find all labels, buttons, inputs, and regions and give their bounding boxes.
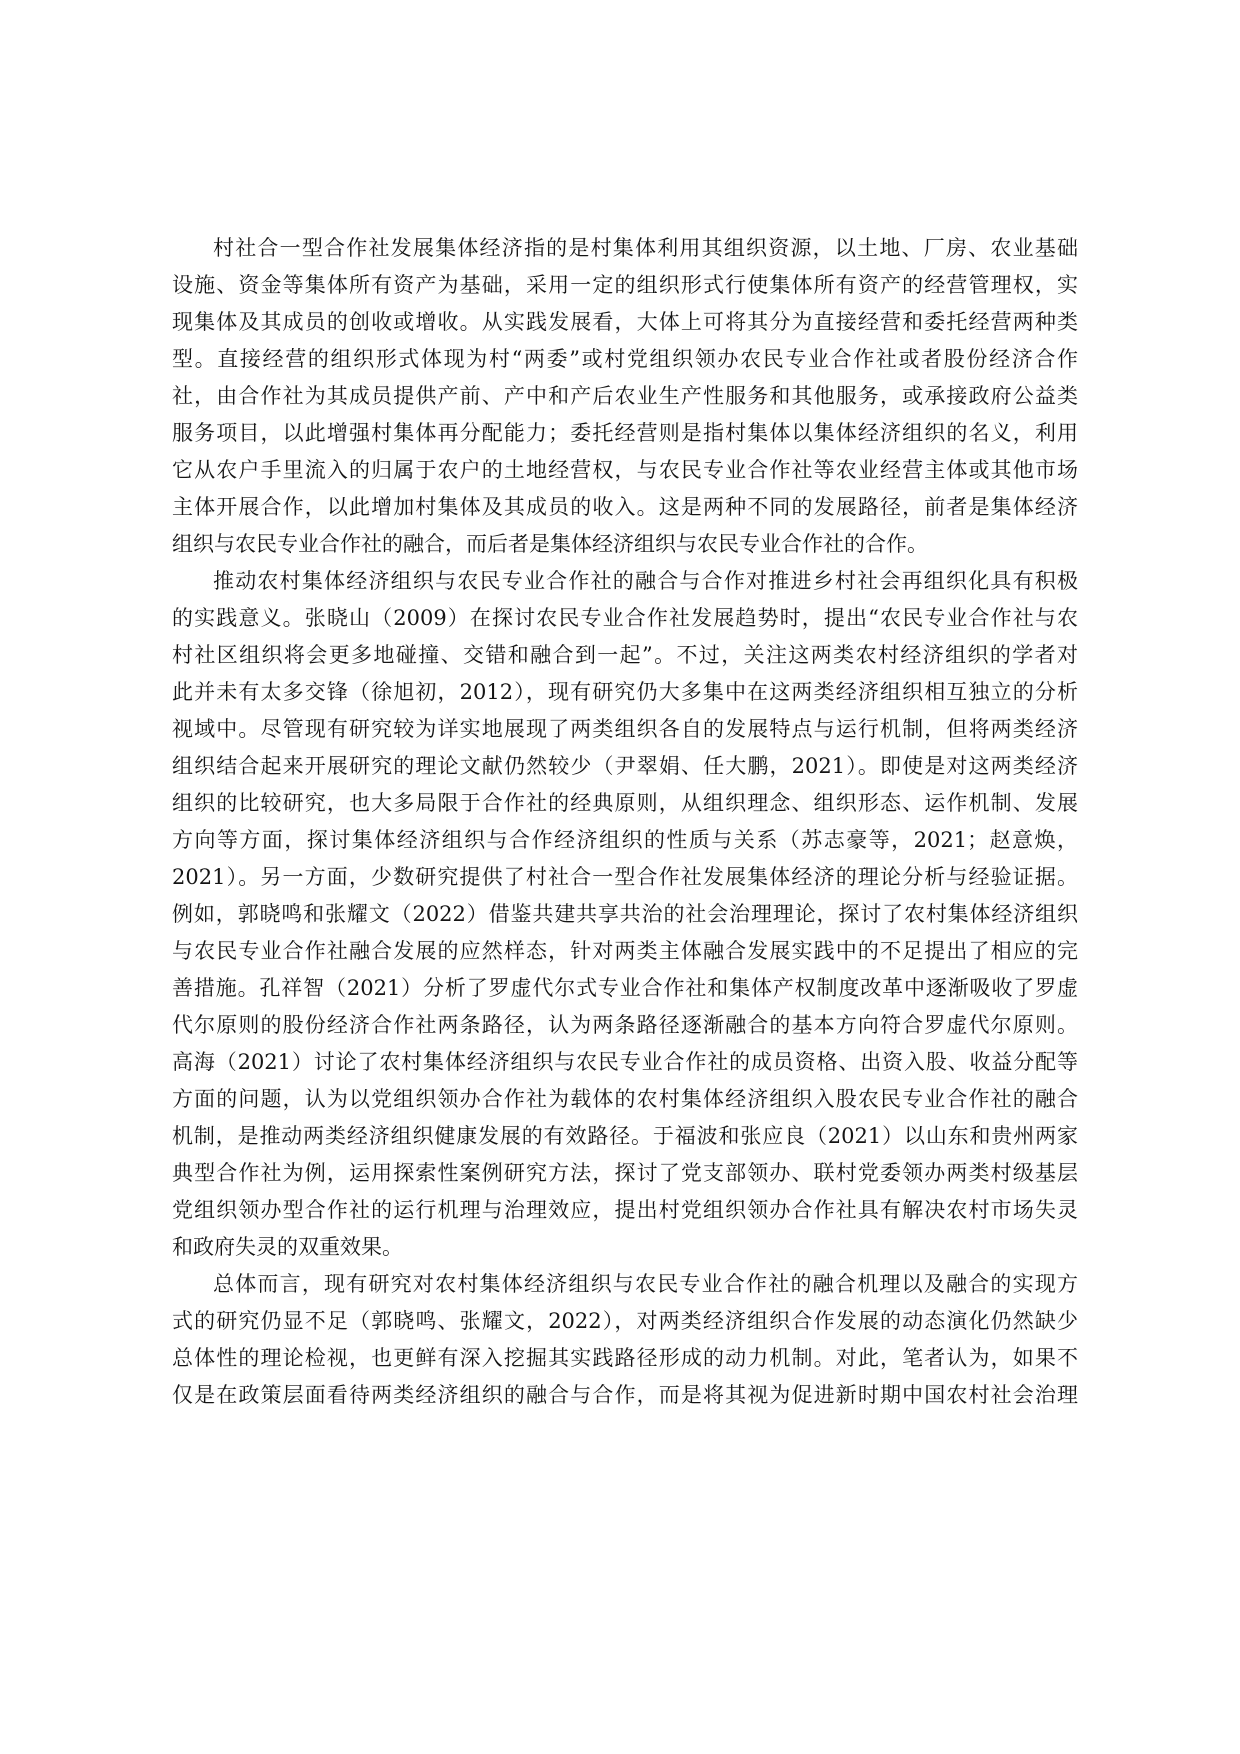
text-line: 它从农户手里流入的归属于农户的土地经营权，与农民专业合作社等农业经营主体或其他市场: [172, 458, 1078, 482]
text-line: 代尔原则的股份经济合作社两条路径，认为两条路径逐渐融合的基本方向符合罗虚代尔原则。: [172, 1013, 1078, 1037]
text-line: 的实践意义。张晓山（2009）在探讨农民专业合作社发展趋势时，提出“农民专业合作社与农: [172, 606, 1078, 630]
paragraph: [172, 1266, 1078, 1414]
text-line: 组织结合起来开展研究的理论文献仍然较少（尹翠娟、任大鹏，2021）。即使是对这两类经济: [172, 754, 1078, 778]
text-line: 现集体及其成员的创收或增收。从实践发展看，大体上可将其分为直接经营和委托经营两种类: [172, 310, 1078, 334]
text-line: 善措施。孔祥智（2021）分析了罗虚代尔式专业合作社和集体产权制度改革中逐渐吸收了罗虚: [172, 976, 1078, 1000]
text-line: 2021）。另一方面，少数研究提供了村社合一型合作社发展集体经济的理论分析与经验证据。: [172, 865, 1078, 889]
text-line: 视域中。尽管现有研究较为详实地展现了两类组织各自的发展特点与运行机制，但将两类经济: [172, 717, 1078, 741]
text-line: 和政府失灵的双重效果。: [172, 1235, 403, 1259]
text-line: 高海（2021）讨论了农村集体经济组织与农民专业合作社的成员资格、出资入股、收益分配等: [172, 1050, 1078, 1074]
text-line: 组织与农民专业合作社的融合，而后者是集体经济组织与农民专业合作社的合作。: [172, 532, 928, 556]
text-line: 此并未有太多交锋（徐旭初，2012），现有研究仍大多集中在这两类经济组织相互独立的分析: [172, 680, 1078, 704]
text-line: 与农民专业合作社融合发展的应然样态，针对两类主体融合发展实践中的不足提出了相应的完: [172, 939, 1078, 963]
text-line: 村社合一型合作社发展集体经济指的是村集体利用其组织资源，以土地、厂房、农业基础: [213, 236, 1078, 260]
text-line: 型。直接经营的组织形式体现为村“两委”或村党组织领办农民专业合作社或者股份经济合作: [172, 347, 1078, 371]
text-line: 方面的问题，认为以党组织领办合作社为载体的农村集体经济组织入股农民专业合作社的融合: [172, 1087, 1078, 1111]
text-line: 推动农村集体经济组织与农民专业合作社的融合与合作对推进乡村社会再组织化具有积极: [213, 569, 1078, 593]
text-line: 式的研究仍显不足（郭晓鸣、张耀文，2022），对两类经济组织合作发展的动态演化仍然缺少: [172, 1309, 1078, 1333]
paragraph: [172, 563, 1078, 1266]
text-line: 组织的比较研究，也大多局限于合作社的经典原则，从组织理念、组织形态、运作机制、发展: [172, 791, 1078, 815]
text-line: 村社区组织将会更多地碰撞、交错和融合到一起”。不过，关注这两类农村经济组织的学者对: [172, 643, 1078, 667]
text-line: 仅是在政策层面看待两类经济组织的融合与合作，而是将其视为促进新时期中国农村社会治理: [172, 1383, 1078, 1407]
paragraph: [172, 230, 1078, 563]
document-body: [172, 230, 1078, 1414]
text-line: 设施、资金等集体所有资产为基础，采用一定的组织形式行使集体所有资产的经营管理权，实: [172, 273, 1078, 297]
text-line: 机制，是推动两类经济组织健康发展的有效路径。于福波和张应良（2021）以山东和贵州两家: [172, 1124, 1078, 1148]
text-line: 主体开展合作，以此增加村集体及其成员的收入。这是两种不同的发展路径，前者是集体经济: [172, 495, 1078, 519]
text-line: 总体而言，现有研究对农村集体经济组织与农民专业合作社的融合机理以及融合的实现方: [213, 1272, 1078, 1296]
text-line: 服务项目，以此增强村集体再分配能力；委托经营则是指村集体以集体经济组织的名义，利用: [172, 421, 1078, 445]
text-line: 社，由合作社为其成员提供产前、产中和产后农业生产性服务和其他服务，或承接政府公益类: [172, 384, 1078, 408]
text-line: 例如，郭晓鸣和张耀文（2022）借鉴共建共享共治的社会治理理论，探讨了农村集体经济组织: [172, 902, 1078, 926]
text-line: 方向等方面，探讨集体经济组织与合作经济组织的性质与关系（苏志豪等，2021；赵意焕，: [172, 828, 1078, 852]
text-line: 党组织领办型合作社的运行机理与治理效应，提出村党组织领办合作社具有解决农村市场失灵: [172, 1198, 1078, 1222]
text-line: 典型合作社为例，运用探索性案例研究方法，探讨了党支部领办、联村党委领办两类村级基层: [172, 1161, 1078, 1185]
text-line: 总体性的理论检视，也更鲜有深入挖掘其实践路径形成的动力机制。对此，笔者认为，如果不: [172, 1346, 1078, 1370]
